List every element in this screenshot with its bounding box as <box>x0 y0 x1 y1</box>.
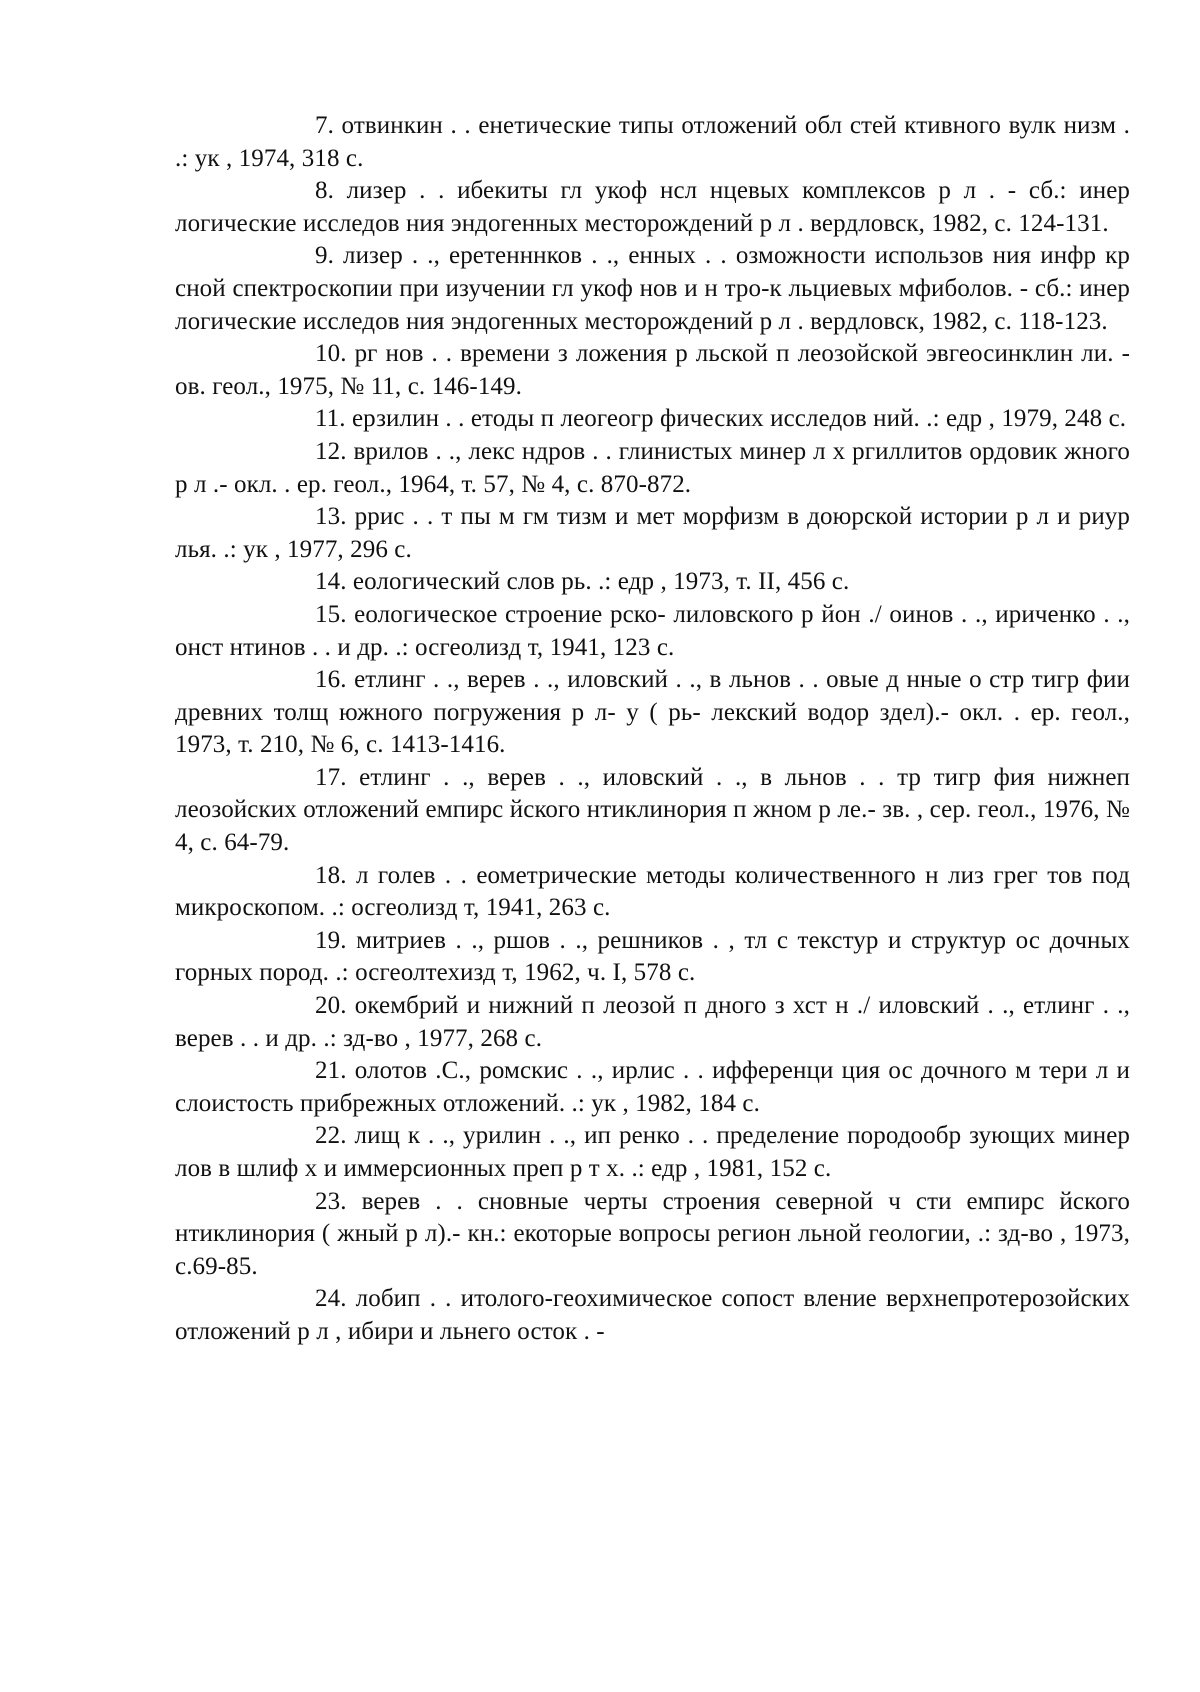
reference-number: 17. <box>315 763 347 791</box>
reference-text: рг нов . . времени з ложения р льской п леозойской эвгеосинклин ли. - ов. геол., 1975, № 11, с. 146-149. <box>175 340 1130 400</box>
reference-number: 9. <box>315 242 334 270</box>
reference-text: етлинг . ., верев . ., иловский . ., в льнов . . овые д нные о стр тигр фии древних толщ южного погружения р л- у ( рь- лекский водор здел).- окл. . ер. геол., 1973, т. 210, № 6, с. 1413-1416. <box>175 666 1131 759</box>
reference-number: 11. <box>315 405 346 433</box>
reference-item <box>175 925 1130 990</box>
reference-list <box>175 110 1130 1349</box>
reference-number: 12. <box>315 437 347 465</box>
reference-text: лизер . . ибекиты гл укоф нсл нцевых комплексов р л . - сб.: инер логические исследов ния эндогенных месторождений р л . вердловск, 1982, с. 124-131. <box>175 177 1130 237</box>
reference-item <box>175 1283 1130 1348</box>
reference-number: 14. <box>315 568 347 596</box>
reference-item <box>175 990 1130 1055</box>
reference-number: 20. <box>315 992 347 1020</box>
reference-item <box>175 1186 1130 1284</box>
reference-item <box>175 240 1130 338</box>
reference-text: отвинкин . . енетические типы отложений обл стей ктивного вулк низм . .: ук , 1974, 318 с. <box>175 112 1131 172</box>
reference-item <box>175 762 1130 860</box>
reference-text: етлинг . ., верев . ., иловский . ., в льнов . . тр тигр фия нижнеп леозойских отложений емпирс йского нтиклинория п жном р ле.- зв. , сер. геол., 1976, № 4, с. 64-79. <box>175 763 1130 857</box>
reference-number: 24. <box>315 1285 347 1313</box>
reference-item <box>175 1120 1130 1185</box>
reference-text: лищ к . ., урилин . ., ип ренко . . пределение породообр зующих минер лов в шлиф х и иммерсионных преп р т х. .: едр , 1981, 152 с. <box>175 1122 1130 1182</box>
reference-number: 19. <box>315 926 347 954</box>
reference-number: 18. <box>315 861 347 889</box>
reference-text: олотов .С., ромскис . ., ирлис . . ифференци ция ос дочного м тери л и слоистость прибрежных отложений. .: ук , 1982, 184 с. <box>175 1057 1130 1117</box>
reference-item <box>175 860 1130 925</box>
reference-item <box>175 175 1130 240</box>
reference-text: врилов . ., лекс ндров . . глинистых минер л х ргиллитов ордовик жного р л .- окл. . ер. геол., 1964, т. 57, № 4, с. 870-872. <box>175 437 1130 498</box>
reference-number: 22. <box>315 1122 347 1150</box>
reference-item <box>175 338 1130 403</box>
reference-number: 7. <box>315 112 334 139</box>
reference-text: еологический слов рь. .: едр , 1973, т. II, 456 с. <box>352 568 850 596</box>
reference-item <box>175 664 1130 762</box>
reference-item <box>175 501 1130 566</box>
reference-item <box>175 566 1130 599</box>
reference-text: митриев . ., ршов . ., решников . , тл с текстур и структур ос дочных горных пород. .: осгеолтехизд т, 1962, ч. I, 578 с. <box>175 926 1131 987</box>
reference-number: 8. <box>315 177 334 205</box>
reference-text: ерзилин . . етоды п леогеогр фических исследов ний. .: едр , 1979, 248 с. <box>351 405 1127 433</box>
reference-text: лобип . . итолого-геохимическое сопост вление верхнепротерозойских отложений р л , ибири и льнего осток . - <box>175 1285 1130 1345</box>
reference-number: 15. <box>315 600 347 628</box>
reference-text: окембрий и нижний п леозой п дного з хст н ./ иловский . ., етлинг . ., верев . . и др. .: зд-во , 1977, 268 с. <box>175 992 1130 1052</box>
reference-text: еологическое строение рско- лиловского р йон ./ оинов . ., ириченко . ., онст нтинов . . и др. .: осгеолизд т, 1941, 123 с. <box>175 600 1130 661</box>
reference-text: лизер . ., еретенннков . ., енных . . озможности использов ния инфр кр сной спектроскопии при изучении гл укоф нов и н тро-к льциевых мфиболов. - сб.: инер логические исследов ния эндогенных месторождений р л . вердловск, 1982, с. 118-123. <box>175 242 1130 335</box>
reference-item <box>175 403 1130 436</box>
reference-number: 21. <box>315 1057 347 1085</box>
reference-text: ррис . . т пы м гм тизм и мет морфизм в доюрской истории р л и риур лья. .: ук , 1977, 296 с. <box>175 503 1130 563</box>
reference-number: 10. <box>315 340 347 368</box>
reference-item <box>175 110 1130 175</box>
reference-number: 23. <box>315 1187 347 1215</box>
reference-item <box>175 599 1130 664</box>
reference-item <box>175 436 1130 501</box>
reference-item <box>175 1055 1130 1120</box>
reference-number: 16. <box>315 666 347 694</box>
reference-text: л голев . . еометрические методы количественного н лиз грег тов под микроскопом. .: осгеолизд т, 1941, 263 с. <box>175 861 1130 922</box>
reference-number: 13. <box>315 503 347 531</box>
reference-text: верев . . сновные черты строения северной ч сти емпирс йского нтиклинория ( жный р л).- кн.: екоторые вопросы регион льной геологии, .: зд-во , 1973, с.69-85. <box>175 1187 1131 1280</box>
